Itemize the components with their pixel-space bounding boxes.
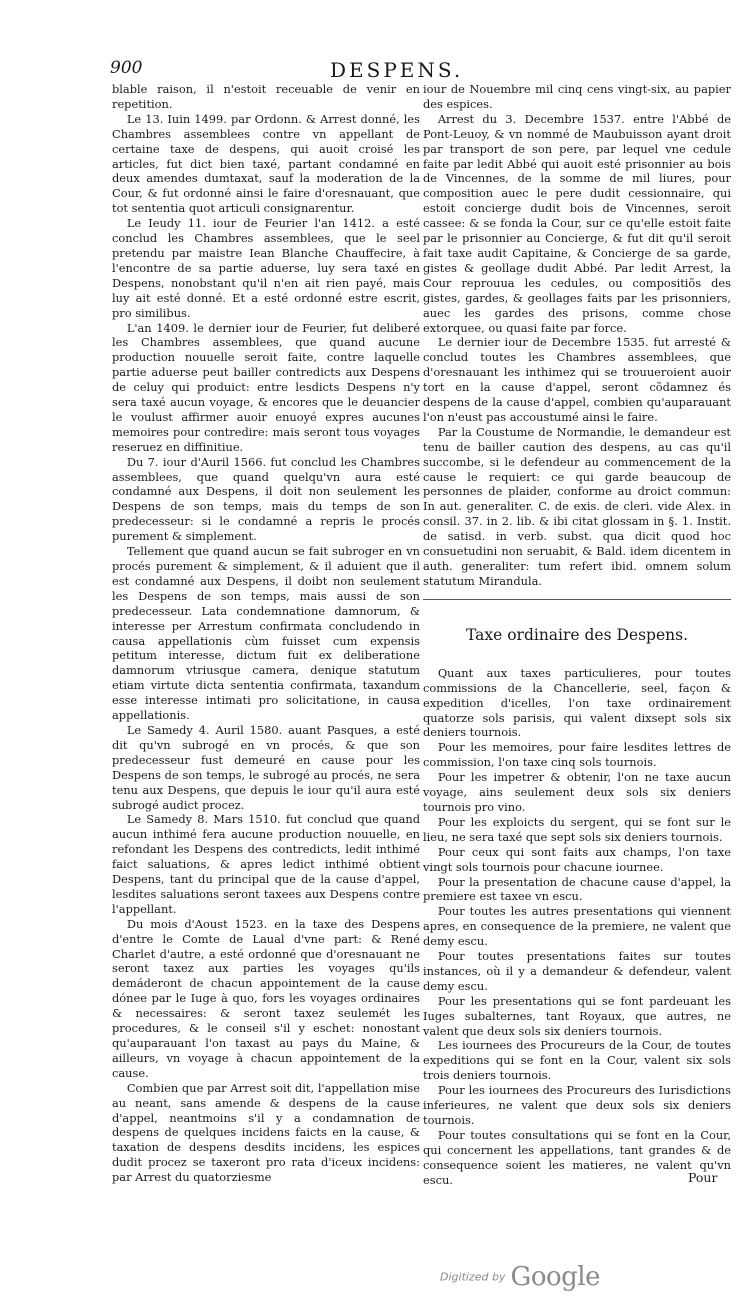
paragraph: Quant aux taxes particulieres, pour toutes commissions de la Chancellerie, seel, façon & expedition d'icelles, l'on taxe ordinairement quatorze sols parisis, qui valent dixsept sols six deniers tournois. [423,665,731,740]
paragraph: Par la Coustume de Normandie, le demandeur est tenu de bailler caution des despens, au cas qu'il succombe, si le defendeur au commencement de la cause le requiert: ce qui garde beaucoup de personnes de plaider, conforme au droict commun: In aut. generaliter. C. de exis. de cleri. vide Alex. in consil. 37. in 2. lib. & ibi citat glossam in §. 1. Instit. de satisd. in verb. subst. qua dicit quod hoc consuetudini non seruabit, & Bald. idem dicentem in auth. generaliter: tum refert ibid. omnem solum statutum Mirandula. [423,424,731,588]
paragraph: Arrest du 3. Decembre 1537. entre l'Abbé de Pont-Leuoy, & vn nommé de Maubuisson ayant droit par transport de son pere, par lequel vne cedule faite par ledit Abbé qui auoit esté prisonnier au bois de Vincennes, de la somme de mil liures, pour composition auec le pere dudit cessionnaire, qui estoit concierge dudit bois de Vincennes, seroit cassee: & se fonda la Cour, sur ce qu'elle estoit faite par le prisonnier au Concierge, & fut dit qu'il seroit fait taxe audit Capitaine, & Concierge de sa garde, gistes & geollage dudit Abbé. Par ledit Arrest, la Cour reprouua les cedules, ou compositiõs des gistes, gardes, & geollages faits par les prisonniers, auec les gardes des prisons, comme chose extorquee, ou quasi faite par force. [423,111,731,335]
google-logo: Google [510,1262,600,1292]
paragraph: Pour toutes consultations qui se font en la Cour, qui concernent les appellations, tant grandes & de consequence soient les matieres, ne valent qu'vn escu. [423,1127,731,1187]
paragraph: Tellement que quand aucun se fait subroger en vn procés purement & simplement, & il aduient que il est condamné aux Despens, il doibt non seulement les Despens de son temps, mais aussi de son predecesseur. Lata condemnatione damnorum, & interesse per Arrestum confirmata concludendo in causa appellationis cùm fuisset cum expensis petitum interesse, dictum fuit ex deliberatione damnorum vtriusque camera, denique statutum etiam virtute dicta sententia confirmata, taxandum esse interesse intimati pro solicitatione, in causa appellationis. [112,544,420,723]
google-watermark [440,1262,600,1292]
section-divider [423,599,731,600]
watermark-prefix: Digitized by [440,1270,506,1284]
paragraph: Le dernier iour de Decembre 1535. fut arresté & conclud toutes les Chambres assemblees, que d'oresnauant les inthimez qui se trouueroient auoir tort en la cause d'appel, seront cõdamnez és despens de la cause d'appel, combien qu'auparauant l'on n'eust pas accoustumé ainsi le faire. [423,335,731,424]
paragraph: Pour les memoires, pour faire lesdites lettres de commission, l'on taxe cinq sols tournois. [423,740,731,770]
paragraph: Pour toutes les autres presentations qui viennent apres, en consequence de la premiere, ne valent que demy escu. [423,904,731,949]
paragraph: Du mois d'Aoust 1523. en la taxe des Despens d'entre le Comte de Laual d'vne part: & René Charlet d'autre, a esté ordonné que d'oresnauant ne seront taxez aux parties les voyages qu'ils demáderont de chacun appointement de la cause dónee par le Iuge à quo, fors les voyages ordinaires & necessaires: & seront taxez seulemét les procedures, & le conseil s'il y eschet: nonostant qu'auparauant l'on taxast au pays du Maine, & ailleurs, vn voyage à chacun appointement de la cause. [112,916,420,1080]
left-column [112,82,420,1185]
catchword: Pour [688,1170,718,1185]
section-title: Taxe ordinaire des Despens. [465,625,689,644]
paragraph: Du 7. iour d'Auril 1566. fut conclud les Chambres assemblees, que quand quelqu'vn aura esté condamné aux Despens, il doit non seulement les Despens de son temps, mais du temps de son predecesseur: si le condamné a repris le procés purement & simplement. [112,454,420,544]
paragraph: Le 13. Iuin 1499. par Ordonn. & Arrest donné, les Chambres assemblees contre vn appellant de certaine taxe de despens, qui auoit croisé les articles, fut dict bien taxé, partant condamné en deux amendes dumtaxat, sauf la moderation de la Cour, & fut ordonné ainsi le faire d'oresnauant, que tot sententia quot articuli consignarentur. [112,111,420,216]
right-column [423,82,731,1188]
running-head: DESPENS. [330,58,464,82]
paragraph: L'an 1409. le dernier iour de Feurier, fut deliberé les Chambres assemblees, que quand aucune production nouuelle seroit faite, contre laquelle partie aduerse peut bailler contredicts aux Despens de celuy qui produict: entre lesdicts Despens n'y sera taxé aucun voyage, & encores que le deuancier le voulust affirmer auoir enuoyé expres aucunes memoires pour contredire: mais seront tous voyages reseruez en diffinitiue. [112,320,420,454]
paragraph: Le Samedy 8. Mars 1510. fut conclud que quand aucun inthimé fera aucune production nouuelle, en refondant les Despens des contredicts, ledit inthimé faict saluations, & apres ledict inthimé obtient Despens, tant du principal que de la cause d'appel, lesdites saluations seront taxees aux Despens contre l'appellant. [112,812,420,916]
paragraph: Pour les iournees des Procureurs des Iurisdictions inferieures, ne valent que deux sols six deniers tournois. [423,1083,731,1127]
paragraph: Le Samedy 4. Auril 1580. auant Pasques, a esté dit qu'vn subrogé en vn procés, & que son predecesseur fust demeuré en cause pour les Despens de son temps, le subrogé au procés, ne sera tenu aux Despens, que depuis le iour qu'il aura esté subrogé audict procez. [112,722,420,812]
paragraph: Pour les exploicts du sergent, qui se font sur le lieu, ne sera taxé que sept sols six deniers tournois. [423,814,731,844]
paragraph: Pour les presentations qui se font pardeuant les Iuges subalternes, tant Royaux, que autres, ne valent que deux sols six deniers tournois. [423,993,731,1038]
paragraph: Pour les impetrer & obtenir, l'on ne taxe aucun voyage, ains seulement deux sols six deniers tournois pro vino. [423,770,731,814]
paragraph: Le Ieudy 11. iour de Feurier l'an 1412. a esté conclud les Chambres assemblees, que le seel pretendu par maistre Iean Blanche Chauffecire, à l'encontre de sa partie aduerse, luy sera taxé en Despens, nonobstant qu'il n'en ait rien payé, mais luy ait esté donné. Et a esté ordonné estre escrit, pro similibus. [112,216,420,320]
paragraph: blable raison, il n'estoit receuable de venir en repetition. [112,82,420,111]
paragraph: Les iournees des Procureurs de la Cour, de toutes expeditions qui se font en la Cour, valent six sols trois deniers tournois. [423,1038,731,1083]
paragraph: Pour ceux qui sont faits aux champs, l'on taxe vingt sols tournois pour chacune iournee. [423,844,731,874]
paragraph: Pour toutes presentations faites sur toutes instances, où il y a demandeur & defendeur, valent demy escu. [423,949,731,993]
paragraph: iour de Nouembre mil cinq cens vingt-six, au papier des espices. [423,82,731,111]
paragraph: Pour la presentation de chacune cause d'appel, la premiere est taxee vn escu. [423,874,731,904]
paragraph: Combien que par Arrest soit dit, l'appellation mise au neant, sans amende & despens de la cause d'appel, neantmoins s'il y a condamnation de despens de quelques incidens faicts en la cause, & taxation de despens desdits incidens, les espices dudit procez se taxeront pro rata d'iceux incidens: par Arrest du quatorziesme [112,1080,420,1185]
page-number: 900 [110,58,143,78]
